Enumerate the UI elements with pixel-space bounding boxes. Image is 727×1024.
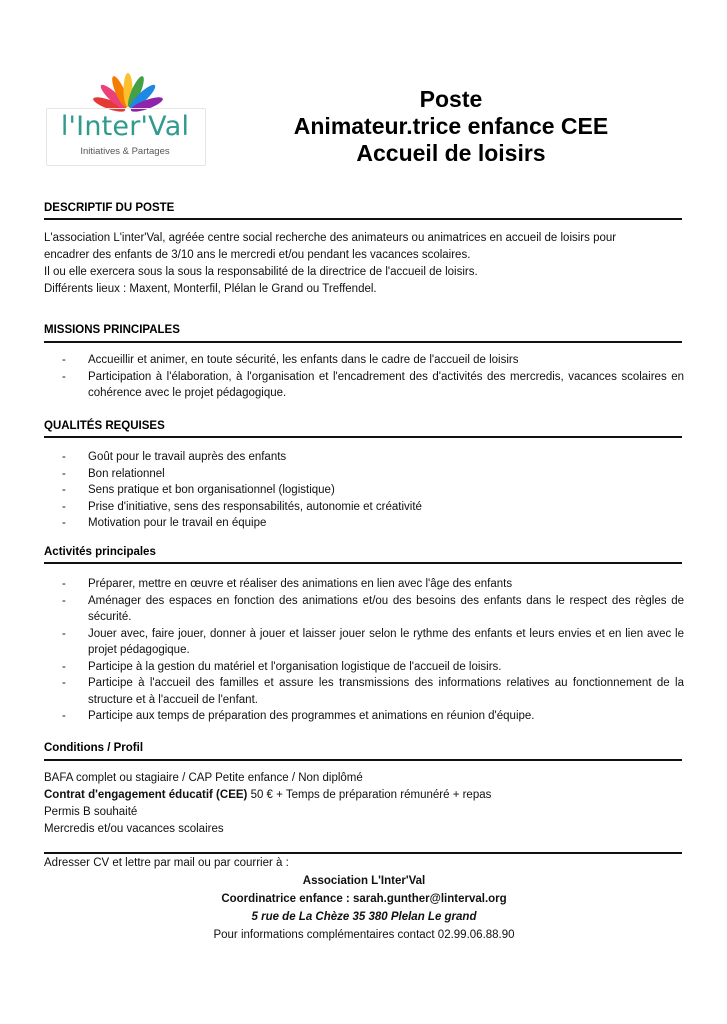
interval-logo	[46, 62, 206, 166]
job-title	[230, 86, 672, 167]
list-item: - Bon relationnel	[62, 466, 684, 483]
title-line-2: Animateur.trice enfance CEE	[293, 113, 609, 139]
conditions-line: BAFA complet ou stagiaire / CAP Petite enfance / Non diplômé	[44, 772, 363, 784]
list-item: - Accueillir et animer, en toute sécurité, les enfants dans le cadre de l'accueil de loisirs	[62, 352, 684, 369]
list-item: - Sens pratique et bon organisationnel (logistique)	[62, 482, 684, 499]
list-item: - Prise d'initiative, sens des responsabilités, autonomie et créativité	[62, 499, 684, 516]
list-item: - Participation à l'élaboration, à l'organisation et l'encadrement des d'activités des mercredis, vacances scolaires en cohérence avec le projet pédagogique.	[62, 369, 684, 402]
section-heading-activites: Activités principales	[44, 546, 156, 558]
conditions-line-contract	[44, 787, 684, 804]
list-item: - Motivation pour le travail en équipe	[62, 515, 684, 532]
contract-details: 50 € + Temps de préparation rémunéré + repas	[247, 789, 492, 801]
section-heading-conditions: Conditions / Profil	[44, 742, 144, 754]
descriptif-line: encadrer des enfants de 3/10 ans le mercredi et/ou pendant les vacances scolaires.	[44, 249, 471, 261]
qualites-list	[62, 449, 684, 532]
logo-rays-icon	[88, 62, 168, 114]
list-item: - Goût pour le travail auprès des enfants	[62, 449, 684, 466]
section-heading-descriptif: DESCRIPTIF DU POSTE	[44, 202, 175, 214]
contact-email[interactable]: Coordinatrice enfance : sarah.gunther@linterval.org	[221, 893, 507, 905]
contract-type: Contrat d'engagement éducatif (CEE)	[44, 789, 248, 801]
list-item: - Participe à la gestion du matériel et l'organisation logistique de l'accueil de loisirs.	[62, 659, 684, 676]
logo-name: l'Inter'Val	[60, 111, 190, 142]
missions-list	[62, 352, 684, 402]
section-divider	[44, 562, 682, 564]
conditions-line: Mercredis et/ou vacances scolaires	[44, 823, 224, 835]
list-item: - Participe aux temps de préparation des programmes et animations en réunion d'équipe.	[62, 708, 684, 725]
list-item: - Préparer, mettre en œuvre et réaliser des animations en lien avec l'âge des enfants	[62, 576, 684, 593]
application-contact	[44, 854, 684, 944]
descriptif-line: L'association L'inter'Val, agréée centre social recherche des animateurs ou animatrices en accueil de loisirs pour	[44, 232, 617, 244]
section-heading-missions: MISSIONS PRINCIPALES	[44, 324, 180, 336]
activites-list	[62, 576, 684, 725]
section-heading-qualites: QUALITÉS REQUISES	[44, 420, 165, 432]
org-name: Association L'Inter'Val	[302, 875, 426, 887]
logo-tagline: Initiatives & Partages	[80, 146, 170, 157]
list-item: - Participe à l'accueil des familles et assure les transmissions des informations relatives au fonctionnement de la structure et à l'accueil de l'enfant.	[62, 675, 684, 708]
phone-info: Pour informations complémentaires contact 02.99.06.88.90	[213, 929, 515, 941]
descriptif-line: Il ou elle exercera sous la sous la responsabilité de la directrice de l'accueil de loisirs.	[44, 266, 478, 278]
section-divider	[44, 218, 682, 220]
title-line-1: Poste	[419, 86, 483, 112]
apply-intro: Adresser CV et lettre par mail ou par courrier à :	[44, 857, 289, 869]
conditions-text	[44, 770, 684, 838]
title-line-3: Accueil de loisirs	[356, 140, 546, 166]
descriptif-line: Différents lieux : Maxent, Monterfil, Plélan le Grand ou Treffendel.	[44, 283, 377, 295]
postal-address: 5 rue de La Chèze 35 380 Plelan Le grand	[251, 911, 477, 923]
section-divider	[44, 436, 682, 438]
list-item: - Jouer avec, faire jouer, donner à jouer et laisser jouer selon le rythme des enfants et leurs envies et en lien avec le projet pédagogique.	[62, 626, 684, 659]
conditions-line: Permis B souhaité	[44, 806, 138, 818]
list-item: - Aménager des espaces en fonction des animations et/ou des besoins des enfants dans le respect des règles de sécurité.	[62, 593, 684, 626]
section-divider	[44, 341, 682, 343]
section-divider	[44, 759, 682, 761]
descriptif-text	[44, 230, 684, 298]
